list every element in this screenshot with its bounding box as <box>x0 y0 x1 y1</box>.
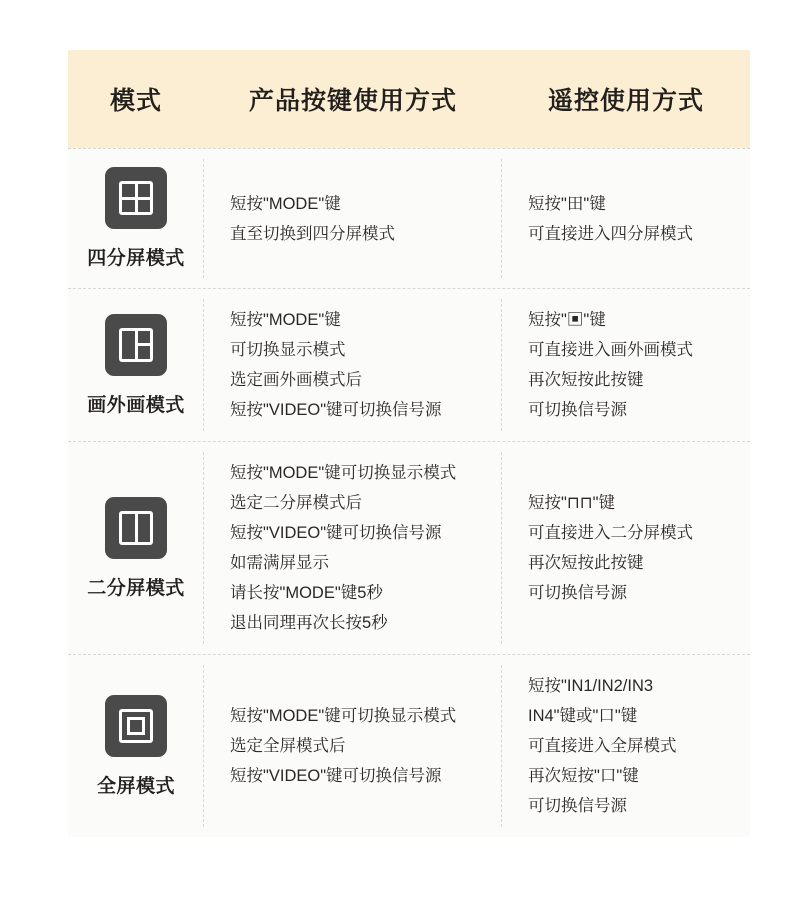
remote-cell <box>502 149 750 288</box>
quad-screen-icon <box>105 167 167 229</box>
table-row <box>68 441 750 654</box>
instruction-line: 可直接进入二分屏模式 <box>528 524 693 542</box>
instruction-line: 短按"IN1/IN2/IN3 <box>528 677 654 695</box>
instruction-line: 再次短按"口"键 <box>528 767 639 785</box>
mode-label: 二分屏模式 <box>87 577 185 599</box>
instruction-line: 可切换显示模式 <box>230 341 346 359</box>
instruction-line: 可切换信号源 <box>528 401 627 419</box>
mode-cell <box>68 655 204 837</box>
instruction-line: 选定画外画模式后 <box>230 371 362 389</box>
instruction-line: 短按"MODE"键可切换显示模式 <box>230 707 457 725</box>
instruction-line: 短按"田"键 <box>528 194 606 213</box>
instruction-line: 再次短按此按键 <box>528 554 644 572</box>
instruction-line: 直至切换到四分屏模式 <box>230 224 395 243</box>
mode-cell <box>68 442 204 654</box>
instruction-line: 退出同理再次长按5秒 <box>230 614 388 632</box>
dual-screen-icon <box>105 497 167 559</box>
product-buttons-cell <box>204 289 502 441</box>
instruction-line: 选定全屏模式后 <box>230 737 346 755</box>
instruction-line: 短按"MODE"键 <box>230 194 341 213</box>
instruction-line: 可直接进入全屏模式 <box>528 737 677 755</box>
header-mode: 模式 <box>109 87 162 115</box>
instruction-line: 可切换信号源 <box>528 797 627 815</box>
header-product-buttons: 产品按键使用方式 <box>248 87 457 115</box>
full-screen-icon <box>105 695 167 757</box>
mode-label: 四分屏模式 <box>87 248 185 269</box>
remote-cell <box>502 289 750 441</box>
table-header-row <box>68 50 750 148</box>
remote-cell <box>502 442 750 654</box>
instruction-line: 可直接进入四分屏模式 <box>528 224 693 243</box>
mode-label: 全屏模式 <box>96 775 175 797</box>
mode-instructions-table <box>68 50 750 837</box>
instruction-line: 可直接进入画外画模式 <box>528 341 693 359</box>
product-buttons-cell <box>204 149 502 288</box>
instruction-line: 再次短按此按键 <box>528 371 644 389</box>
instruction-line: 短按"⊓⊓"键 <box>528 494 615 512</box>
header-remote: 遥控使用方式 <box>547 87 704 115</box>
mode-cell <box>68 289 204 441</box>
mode-label: 画外画模式 <box>87 394 185 416</box>
table-row <box>68 654 750 837</box>
table-row <box>68 148 750 288</box>
instruction-line: 短按"▣"键 <box>528 311 606 329</box>
picture-outside-picture-icon <box>105 314 167 376</box>
table-row <box>68 288 750 441</box>
instruction-line: 可切换信号源 <box>528 584 627 602</box>
mode-cell <box>68 149 204 288</box>
product-buttons-cell <box>204 442 502 654</box>
remote-cell <box>502 655 750 837</box>
instruction-line: 短按"MODE"键可切换显示模式 <box>230 464 457 482</box>
instruction-line: 短按"VIDEO"键可切换信号源 <box>230 524 442 542</box>
instruction-line: 短按"VIDEO"键可切换信号源 <box>230 401 442 419</box>
instruction-line: 请长按"MODE"键5秒 <box>230 584 383 602</box>
instruction-line: 短按"MODE"键 <box>230 311 341 329</box>
product-buttons-cell <box>204 655 502 837</box>
instruction-line: 选定二分屏模式后 <box>230 494 362 512</box>
instruction-line: 短按"VIDEO"键可切换信号源 <box>230 767 442 785</box>
instruction-line: 如需满屏显示 <box>230 554 329 572</box>
instruction-line: IN4"键或"口"键 <box>528 707 638 725</box>
